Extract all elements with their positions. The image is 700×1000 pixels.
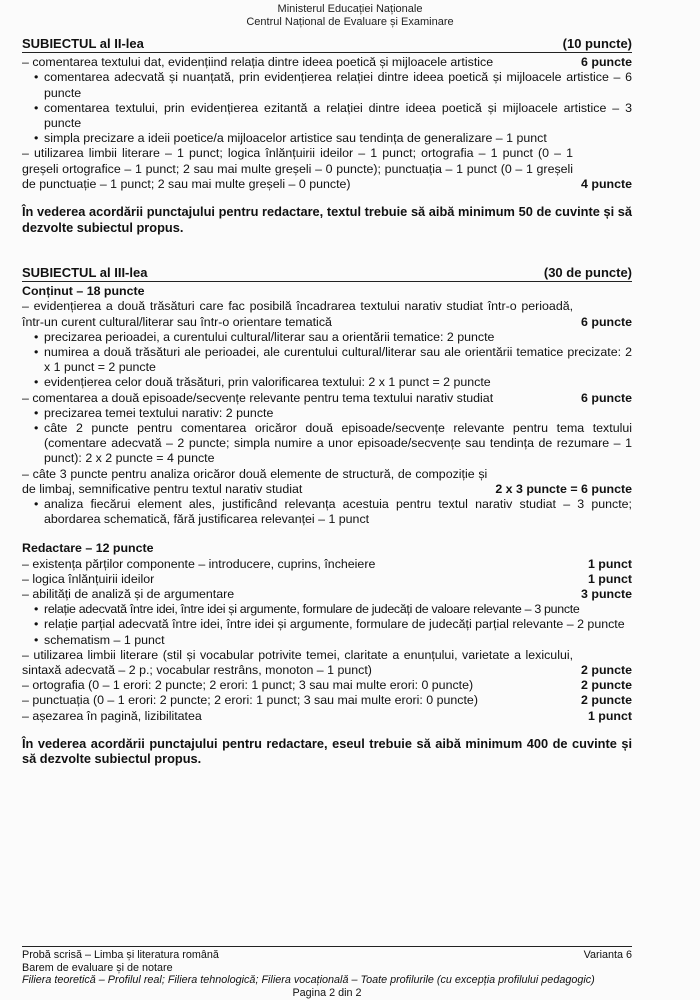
- bullet-item: • numirea a două trăsături ale perioadei, ale curentului cultural/literar sau ale orientării tematice precizate: 2 x 1 punct = 2 puncte: [22, 345, 632, 375]
- criterion-points: 6 puncte: [581, 55, 632, 70]
- section-title-row: [22, 265, 632, 282]
- section-title: SUBIECTUL al II-lea: [22, 36, 144, 51]
- bullet-item: • precizarea perioadei, a curentului cultural/literar sau a orientării tematice: 2 puncte: [22, 330, 632, 345]
- criterion-row: [22, 587, 632, 602]
- length-note: În vederea acordării punctajului pentru redactare, textul trebuie să aibă minimum 50 de cuvinte și să dezvolte subiectul propus.: [22, 204, 632, 235]
- criterion-text: – comentarea a două episoade/secvențe relevante pentru tema textului narativ studiat: [22, 390, 494, 405]
- section-subject-2: [22, 36, 632, 235]
- center-name: Centrul Național de Evaluare și Examinare: [246, 16, 454, 28]
- variant-label: Varianta 6: [583, 949, 632, 961]
- criterion-row: [22, 55, 632, 70]
- criterion-points: 1 punct: [587, 571, 632, 586]
- criterion-points: 2 puncte: [581, 678, 632, 693]
- criterion-text: – punctuația (0 – 1 erori: 2 puncte; 2 erori: 1 punct; 3 sau mai multe erori: 0 puncte): [22, 693, 478, 708]
- criterion-text: – comentarea textului dat, evidențiind relația dintre ideea poetică și mijloacele artistice: [22, 55, 494, 70]
- section-points: (10 puncte): [562, 36, 632, 51]
- criterion-text: – ortografia (0 – 1 erori: 2 puncte; 2 erori: 1 punct; 3 sau mai multe erori: 0 puncte): [22, 678, 474, 693]
- criterion-points: 4 puncte: [581, 176, 632, 191]
- bullet-item: • comentarea adecvată și nuanțată, prin evidențierea relației dintre ideea poetică și mijloacele artistice – 6 puncte: [22, 70, 632, 100]
- criterion-row: [22, 467, 632, 497]
- bullet-item: • analiza fiecărui element ales, justificând relevanța acestuia pentru textul narativ studiat – 3 puncte; abordarea schematică, fără justificarea relevanței – 1 punct: [22, 497, 632, 527]
- criterion-points: 6 puncte: [581, 314, 632, 329]
- section-subject-3: [22, 265, 632, 767]
- criterion-text: – utilizarea limbii literare – 1 punct; logica înlănțuirii ideilor – 1 punct; ortografia – 1 punct (0 – 1 greșeli ortografice – 1 punct; 2 sau mai multe greșeli – 0 puncte); punctuația – 1 punct (0 – 1 greșeli de punctuație – 1 punct; 2 sau mai multe greșeli – 0 puncte): [22, 146, 574, 191]
- section-title-row: [22, 36, 632, 53]
- criterion-row: [22, 557, 632, 572]
- criterion-text: – evidențierea a două trăsături care fac posibilă încadrarea textului narativ studiat într-o perioadă, într-un curent cultural/literar sau într-o orientare tematică: [22, 299, 574, 329]
- criterion-text: – câte 3 puncte pentru analiza oricăror două elemente de structură, de compoziție și de limbaj, semnificative pentru textul narativ studiat: [22, 466, 488, 496]
- criterion-text: – utilizarea limbii literare (stil și vocabular potrivite temei, claritate a enunțului, varietate a lexicului, sintaxă adecvată – 2 p.; vocabular restrâns, monoton – 1 punct): [22, 647, 574, 678]
- document-footer: [22, 946, 632, 999]
- bullet-item: • relație parțial adecvată între idei, între idei și argumente, formulare de judecăți parțial relevante – 2 puncte: [22, 617, 632, 632]
- section-title: SUBIECTUL al III-lea: [22, 265, 148, 280]
- criterion-points: 2 x 3 puncte = 6 puncte: [495, 481, 632, 496]
- section-points: (30 de puncte): [543, 265, 632, 280]
- criterion-text: – logica înlănțuirii ideilor: [22, 571, 155, 586]
- criterion-points: 1 punct: [587, 556, 632, 571]
- criterion-row: [22, 391, 632, 406]
- criterion-text: – existența părților componente – introducere, cuprins, încheiere: [22, 556, 376, 571]
- bullet-item: • câte 2 puncte pentru comentarea oricăror două episoade/secvențe relevante pentru tema textului (comentare adecvată – 2 puncte; simpla numire a unor episoade/secvențe sau tendința de rezumare – 1 punct): 2 x 2 puncte = 4 puncte: [22, 421, 632, 467]
- criterion-row: [22, 572, 632, 587]
- criterion-row: [22, 678, 632, 693]
- criterion-row: [22, 299, 632, 329]
- criterion-points: 1 punct: [587, 708, 632, 723]
- criterion-points: 3 puncte: [581, 587, 632, 602]
- criterion-row: [22, 146, 632, 192]
- bullet-item: • schematism – 1 punct: [22, 633, 632, 648]
- criterion-text: – așezarea în pagină, lizibilitatea: [22, 708, 202, 723]
- barem-label: Barem de evaluare și de notare: [22, 961, 173, 974]
- criterion-row: [22, 709, 632, 724]
- profiles-label: Filiera teoretică – Profilul real; Filiera tehnologică; Filiera vocațională – Toate profilurile (cu excepția profilului pedagogic): [22, 974, 595, 987]
- redaction-heading: Redactare – 12 puncte: [22, 541, 154, 556]
- bullet-item: • simpla precizare a ideii poetice/a mijloacelor artistice sau tendința de generalizare – 1 punct: [22, 131, 632, 146]
- ministry-name: Ministerul Educației Naționale: [277, 3, 423, 15]
- exam-name: Probă scrisă – Limba și literatura română: [22, 949, 219, 961]
- criterion-points: 2 puncte: [581, 693, 632, 708]
- page-number: Pagina 2 din 2: [292, 986, 362, 999]
- bullet-item: • relație adecvată între idei, între idei și argumente, formulare de judecăți de valoare relevante – 3 puncte: [22, 602, 632, 617]
- criterion-points: 6 puncte: [581, 390, 632, 405]
- content-heading: Conținut – 18 puncte: [22, 284, 145, 299]
- bullet-item: • precizarea temei textului narativ: 2 puncte: [22, 406, 632, 421]
- criterion-points: 2 puncte: [581, 663, 632, 678]
- bullet-item: • evidențierea celor două trăsături, prin valorificarea textului: 2 x 1 punct = 2 puncte: [22, 375, 632, 390]
- bullet-item: • comentarea textului, prin evidențierea ezitantă a relației dintre ideea poetică și mijloacele artistice – 3 puncte: [22, 101, 632, 131]
- length-note: În vederea acordării punctajului pentru redactare, eseul trebuie să aibă minimum 400 de cuvinte și să dezvolte subiectul propus.: [22, 735, 632, 767]
- criterion-row: [22, 648, 632, 678]
- criterion-row: [22, 693, 632, 708]
- criterion-text: – abilități de analiză și de argumentare: [22, 587, 235, 602]
- document-header: [0, 3, 700, 29]
